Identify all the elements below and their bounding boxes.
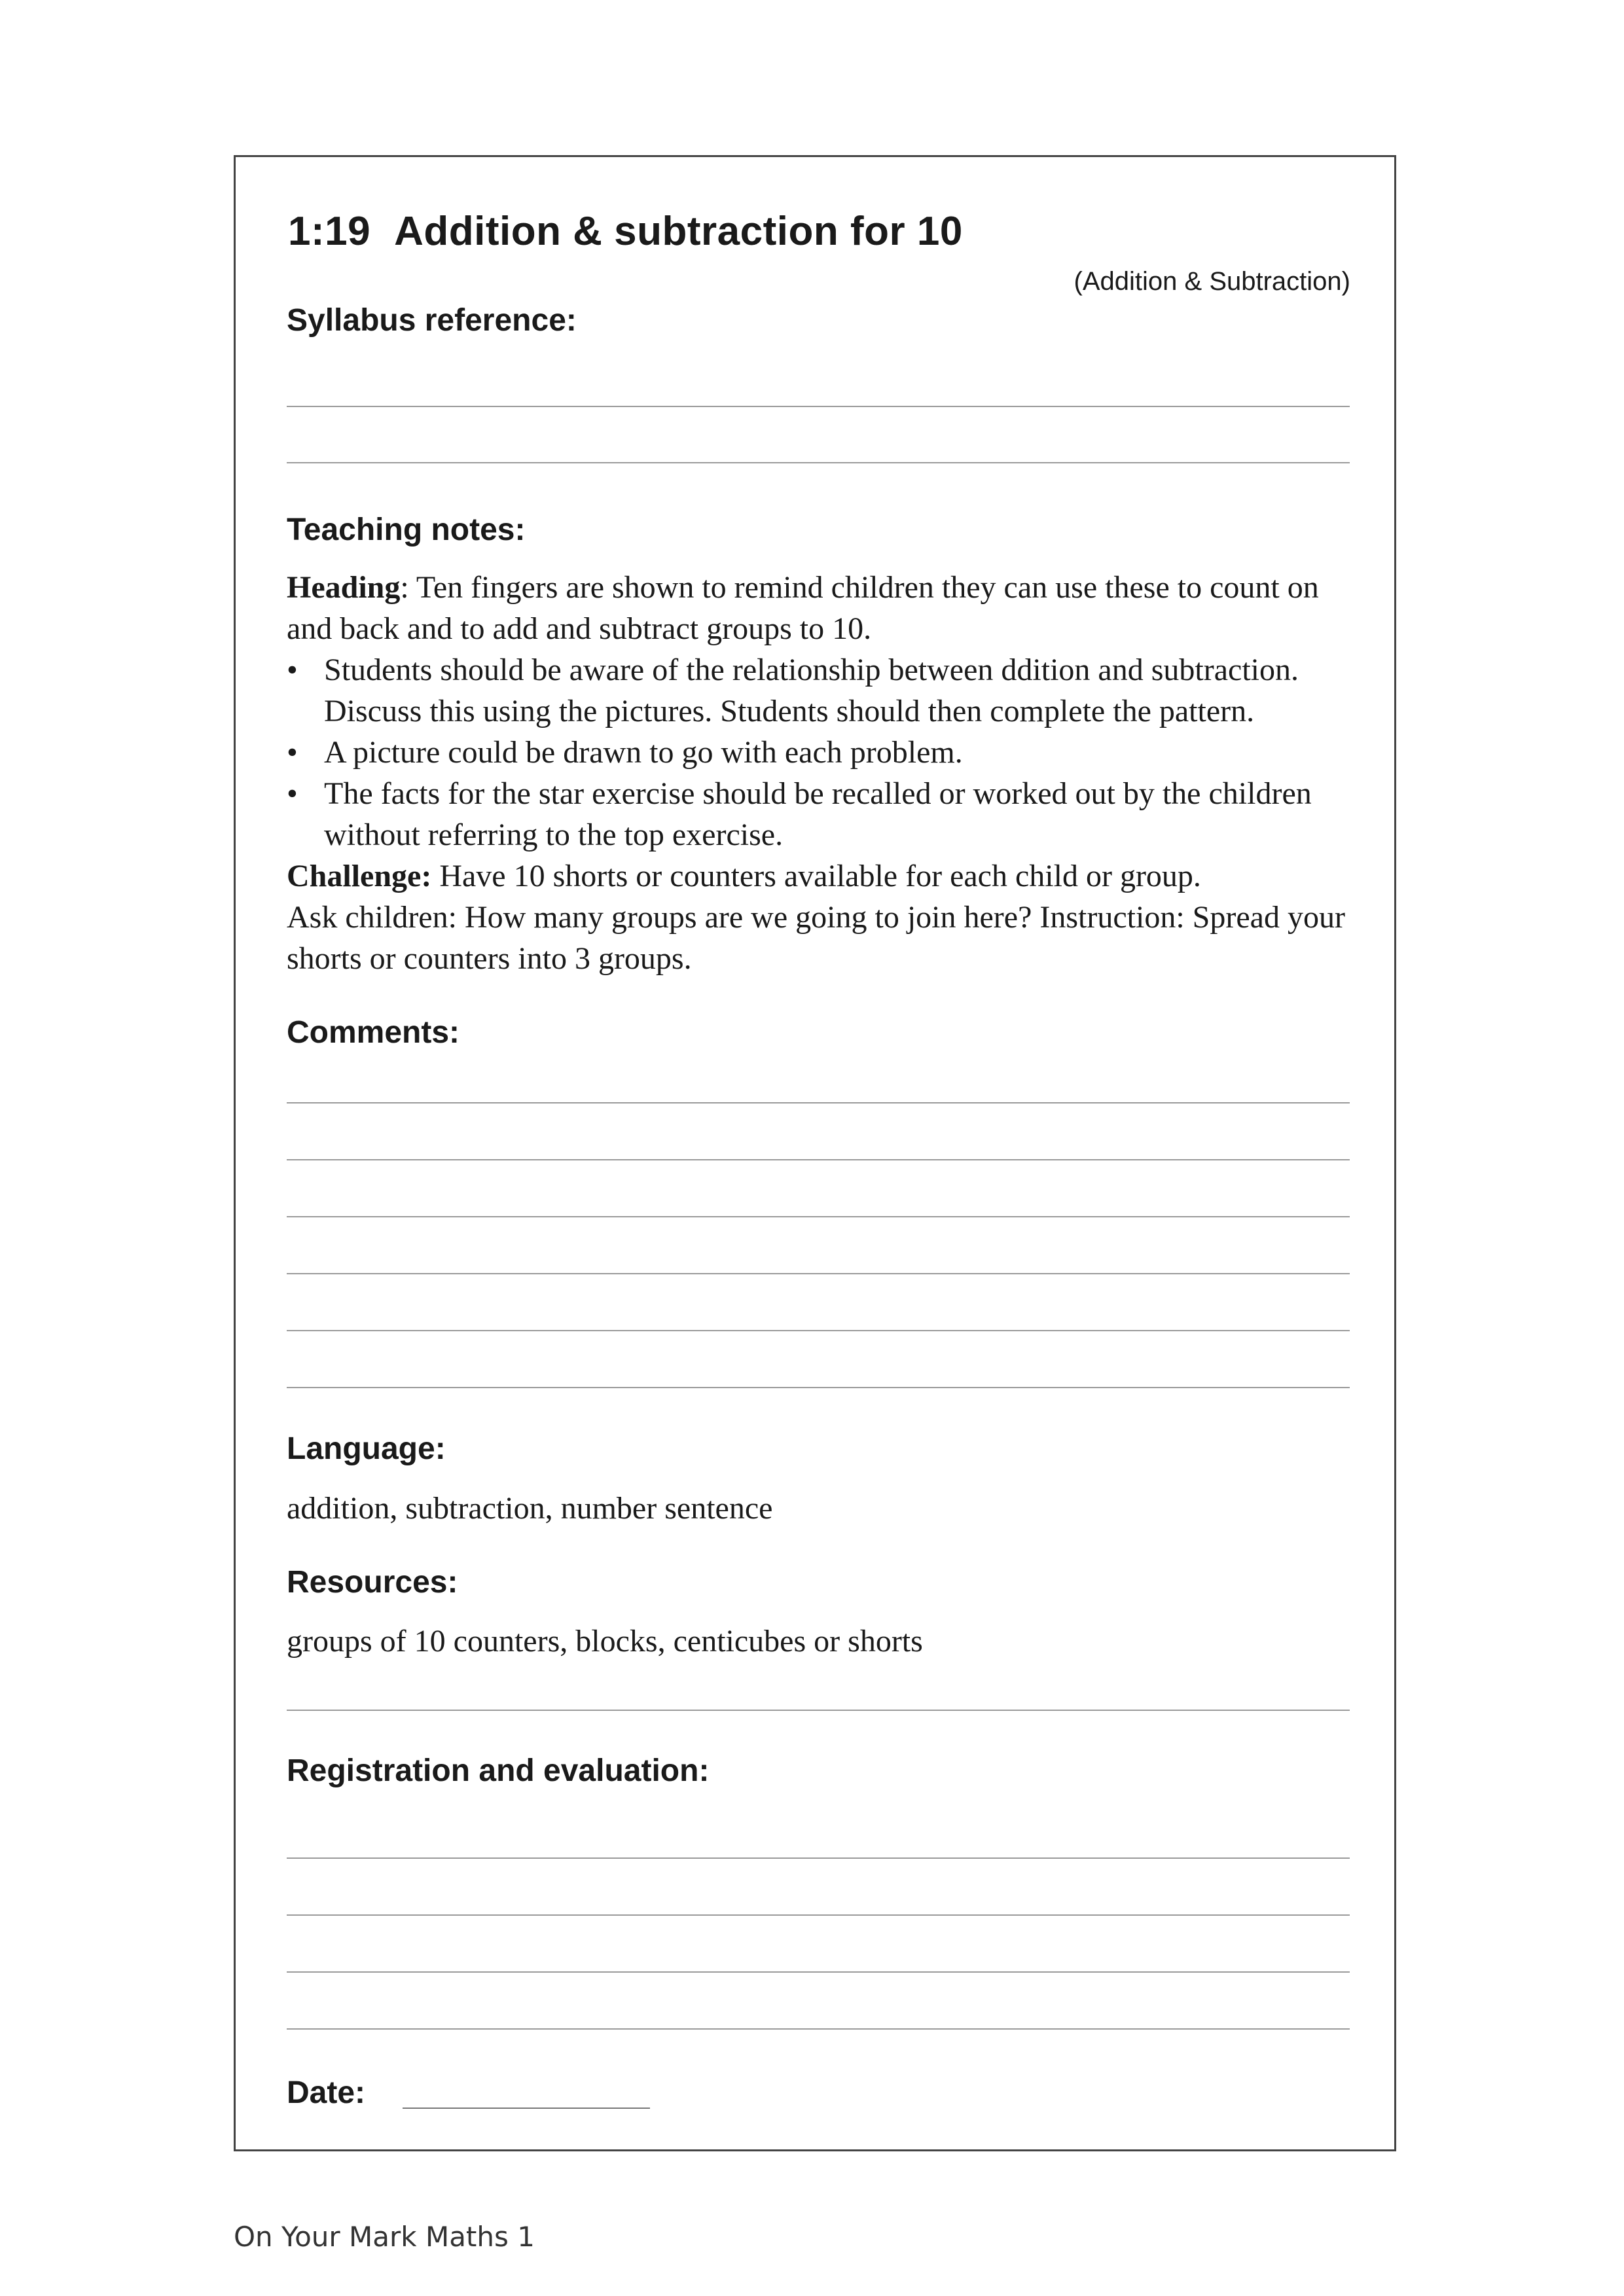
lesson-number: 1:19 xyxy=(288,209,371,254)
challenge-label: Challenge: xyxy=(287,859,432,893)
ask-note: Ask children: How many groups are we going to join here? Instruction: Spread your shorts or counters into 3 groups. xyxy=(287,900,1345,976)
writing-line[interactable] xyxy=(287,1273,1350,1274)
comments-heading: Comments: xyxy=(287,1015,460,1050)
writing-line[interactable] xyxy=(287,1971,1350,1973)
writing-line[interactable] xyxy=(287,1102,1350,1103)
bullet-item xyxy=(287,649,1360,732)
strand-label: (Addition & Subtraction) xyxy=(1074,267,1350,296)
teaching-notes-body xyxy=(287,567,1360,979)
writing-line[interactable] xyxy=(287,1216,1350,1217)
heading-note xyxy=(287,567,1360,649)
writing-line[interactable] xyxy=(287,1159,1350,1160)
writing-line[interactable] xyxy=(287,1710,1350,1711)
writing-line[interactable] xyxy=(287,1330,1350,1331)
resources-heading: Resources: xyxy=(287,1565,458,1600)
heading-note-label: Heading xyxy=(287,570,401,605)
writing-line[interactable] xyxy=(287,1857,1350,1859)
language-heading: Language: xyxy=(287,1431,446,1466)
bullet-symbol: • xyxy=(287,735,298,770)
teaching-notes-heading: Teaching notes: xyxy=(287,512,526,547)
registration-heading: Registration and evaluation: xyxy=(287,1753,710,1788)
bullet-symbol: • xyxy=(287,653,298,687)
writing-line[interactable] xyxy=(287,2028,1350,2030)
lesson-title: Addition & subtraction for 10 xyxy=(394,209,963,254)
footer-text: On Your Mark Maths 1 xyxy=(234,2221,535,2253)
writing-line[interactable] xyxy=(287,1914,1350,1916)
writing-line[interactable] xyxy=(287,462,1350,463)
heading-note-text: : Ten fingers are shown to remind children they can use these to count on and back and to add and subtract groups to 10. xyxy=(287,570,1319,646)
page-frame xyxy=(234,155,1396,2151)
challenge-note xyxy=(287,855,1360,897)
page-title xyxy=(288,208,963,255)
bullet-item xyxy=(287,732,1360,773)
bullet-text: Students should be aware of the relationship between ddition and subtraction. Discuss this using the pictures. Students should then complete the pattern. xyxy=(324,653,1299,728)
bullet-text: A picture could be drawn to go with each problem. xyxy=(324,735,963,770)
syllabus-heading: Syllabus reference: xyxy=(287,303,577,338)
bullet-symbol: • xyxy=(287,776,298,811)
date-label: Date: xyxy=(287,2075,366,2110)
date-field[interactable] xyxy=(403,2108,650,2109)
writing-line[interactable] xyxy=(287,1387,1350,1388)
resources-text: groups of 10 counters, blocks, centicubes or shorts xyxy=(287,1624,923,1659)
bullet-text: The facts for the star exercise should be recalled or worked out by the children without referring to the top exercise. xyxy=(324,776,1312,852)
challenge-text: Have 10 shorts or counters available for each child or group. xyxy=(431,859,1201,893)
bullet-item xyxy=(287,773,1360,855)
language-text: addition, subtraction, number sentence xyxy=(287,1491,773,1526)
writing-line[interactable] xyxy=(287,406,1350,407)
